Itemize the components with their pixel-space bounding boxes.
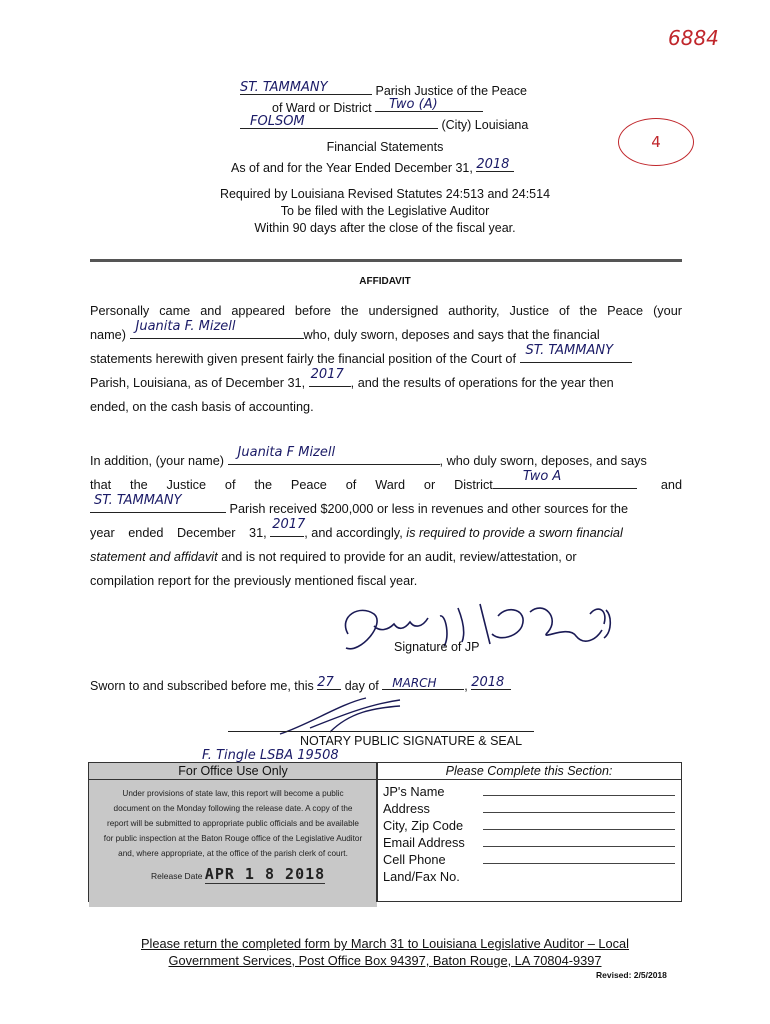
p2-line-6: compilation report for the previously mentioned fiscal year.: [90, 574, 418, 588]
year-line-text: As of and for the Year Ended December 31,: [231, 161, 473, 175]
header-city-hw: FOLSOM: [250, 114, 305, 129]
field-city-zip[interactable]: City, Zip Code: [383, 816, 675, 833]
field-email[interactable]: Email Address: [383, 833, 675, 850]
p2-ward-hw: Two A: [522, 469, 562, 484]
release-date-stamp: APR 1 8 2018: [204, 865, 326, 883]
p1-parish-hw: ST. TAMMANY: [525, 343, 614, 358]
sworn-line: Sworn to and subscribed before me, this 27 day of MARCH , 2018: [90, 675, 511, 693]
office-use-box: [88, 762, 378, 902]
header-ward-hw: Two (A): [389, 97, 438, 112]
office-use-body: Under provisions of state law, this report will become a public document on the Monday following the release date. A copy of the report will be submitted to appropriate public officials and be available for public inspection at the Baton Rouge office of the Legislative Auditor and, where appropriate, at the office of the parish clerk of court. Release Date APR 1 8 2018: [89, 780, 377, 907]
p1-name-hw: Juanita F. Mizell: [135, 319, 236, 334]
req-line-3: Within 90 days after the close of the fiscal year.: [254, 221, 516, 235]
sworn-year-hw: 2018: [471, 675, 505, 690]
footer-line-2: Government Services, Post Office Box 94397, Baton Rouge, LA 70804-9397: [168, 953, 602, 968]
header-parish-line: [240, 80, 527, 98]
p1-line-3: statements herewith given present fairly the financial position of the Court of ST. TAMMANY: [90, 347, 682, 371]
p2-line-1: In addition, (your name) Juanita F Mizell , who duly sworn, deposes, and says: [90, 449, 682, 473]
affidavit-paragraph-2: [90, 445, 682, 593]
field-land-fax[interactable]: Land/Fax No.: [383, 869, 460, 884]
notary-signature-line: [228, 731, 534, 732]
footer-line-1: Please return the completed form by March 31 to Louisiana Legislative Auditor – Local: [141, 936, 629, 951]
p2-name-hw: Juanita F Mizell: [237, 445, 336, 460]
p1-line-2: name) Juanita F. Mizell who, duly sworn, deposes and says that the financial: [90, 323, 682, 347]
header-ward-prefix: of Ward or District: [272, 101, 372, 115]
p2-line-5: statement and affidavit and is not required to provide for an audit, review/attestation, or: [90, 550, 577, 564]
field-jp-name[interactable]: JP's Name: [383, 782, 675, 799]
circled-number: 4: [651, 133, 661, 151]
p1-line-5: ended, on the cash basis of accounting.: [90, 400, 314, 414]
header-parish-hw: ST. TAMMANY: [240, 80, 328, 95]
year-line: [231, 157, 514, 175]
complete-section-title: Please Complete this Section:: [377, 763, 681, 780]
header-ward-line: [272, 97, 483, 115]
p1-line-1: Personally came and appeared before the undersigned authority, Justice of the Peace (your: [90, 304, 682, 318]
req-line-1: Required by Louisiana Revised Statutes 24:513 and 24:514: [219, 187, 551, 201]
release-date-row: Release Date APR 1 8 2018: [151, 865, 326, 883]
p2-year-hw: 2017: [272, 517, 306, 532]
req-line-2: To be filed with the Legislative Auditor: [280, 204, 490, 218]
p2-line-3: ST. TAMMANY Parish received $200,000 or less in revenues and other sources for the: [90, 497, 682, 521]
affidavit-title: AFFIDAVIT: [359, 276, 411, 287]
p2-line-4: year ended December 31, 2017 , and accordingly, is required to provide a sworn financial: [90, 521, 682, 545]
office-use-title: For Office Use Only: [89, 763, 377, 780]
header-parish-suffix: Parish Justice of the Peace: [375, 84, 527, 98]
sworn-day-hw: 27: [317, 675, 334, 690]
notary-label: NOTARY PUBLIC SIGNATURE & SEAL: [300, 734, 523, 748]
header-city-line: [240, 114, 528, 132]
notary-printed-name: F. Tingle LSBA 19508: [202, 748, 339, 763]
complete-section-fields: [377, 780, 681, 884]
jp-signature-label: Signature of JP: [394, 640, 480, 654]
p1-line-4: Parish, Louisiana, as of December 31, 2017 , and the results of operations for the year then: [90, 371, 682, 395]
field-cell-phone[interactable]: Cell Phone: [383, 850, 675, 867]
revised-date: Revised: 2/5/2018: [596, 970, 667, 980]
year-hw: 2018: [476, 157, 510, 172]
p2-line-2: that the Justice of the Peace of Ward or District Two A and: [90, 473, 682, 497]
header-divider: [90, 259, 682, 262]
field-address[interactable]: Address: [383, 799, 675, 816]
header-city-suffix: (City) Louisiana: [441, 118, 529, 132]
fin-title: Financial Statements: [326, 140, 444, 154]
jp-signature-scribble: [330, 596, 660, 666]
complete-section-box: [376, 762, 682, 902]
corner-number: 6884: [668, 26, 719, 50]
sworn-month-hw: MARCH: [392, 676, 437, 690]
p1-year-hw: 2017: [310, 367, 344, 382]
p2-parish-hw: ST. TAMMANY: [94, 493, 182, 508]
affidavit-paragraph-1: [90, 299, 682, 419]
